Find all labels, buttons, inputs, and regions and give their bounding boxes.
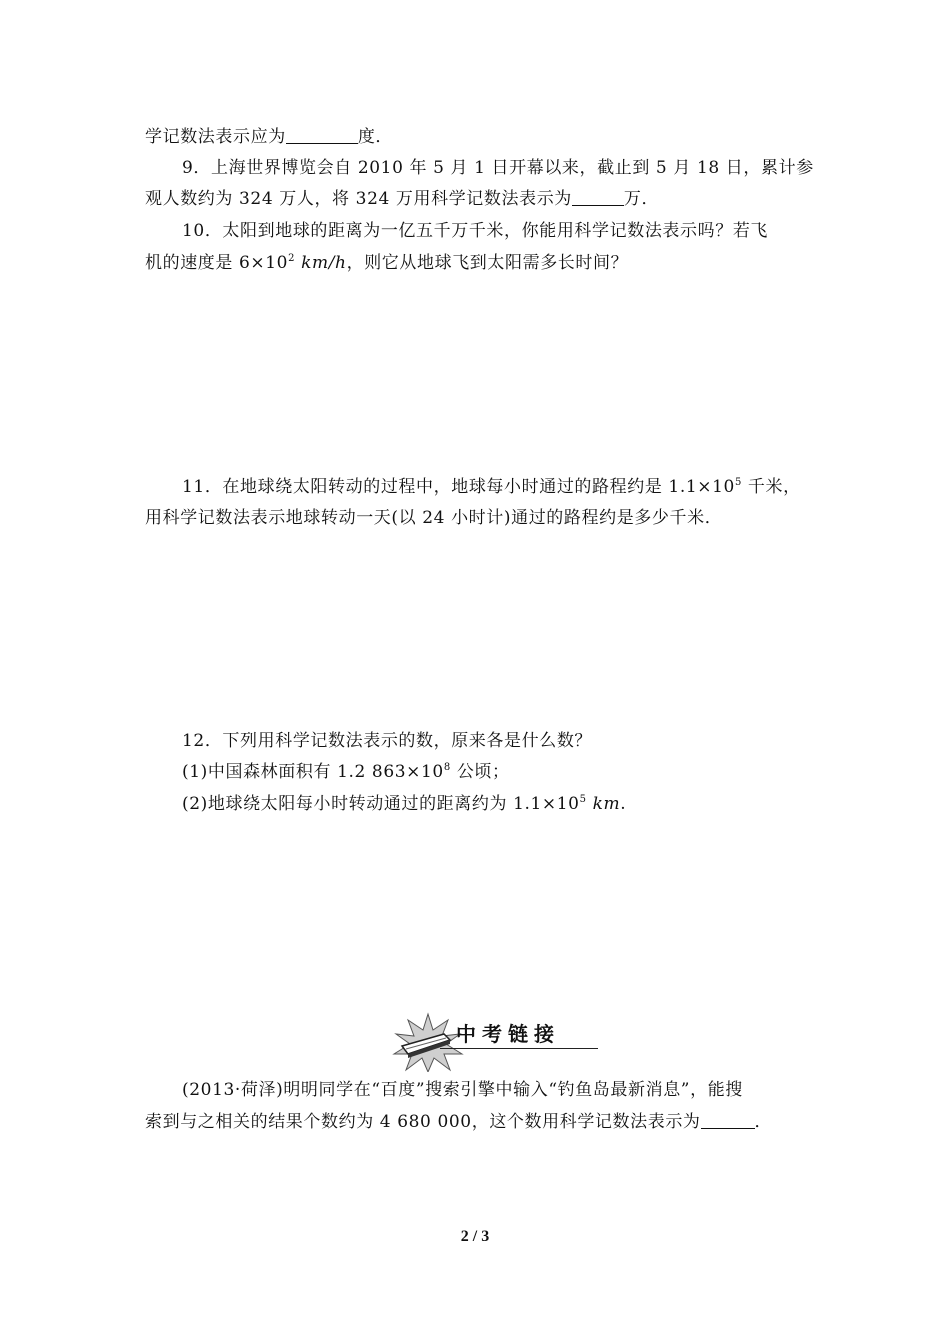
question-12-line-3	[182, 792, 626, 816]
question-12-line-1: 12．下列用科学记数法表示的数，原来各是什么数？	[182, 731, 593, 751]
text-segment: ．	[754, 1112, 773, 1132]
unit: km	[592, 794, 621, 814]
text-segment: (1)中国森林面积有 1.2 863×10	[182, 762, 444, 782]
unit: km/h	[301, 253, 347, 273]
exponent: 5	[734, 477, 742, 488]
text-line	[145, 125, 393, 149]
text-segment: 千米，	[741, 477, 801, 497]
zhongkao-question-line-2	[145, 1110, 772, 1134]
exponent: 5	[579, 794, 587, 805]
text-segment: 万．	[623, 189, 660, 209]
question-11-line-2: 用科学记数法表示地球转动一天(以 24 小时计)通过的路程约是多少千米．	[145, 508, 723, 528]
banner-title: 中考链接	[456, 1022, 560, 1046]
text-segment: 公顷；	[450, 762, 510, 782]
text-segment: 11．在地球绕太阳转动的过程中，地球每小时通过的路程约是 1.1×10	[182, 477, 735, 497]
answer-blank[interactable]	[701, 1111, 755, 1129]
text-segment: 度．	[357, 127, 394, 147]
text-segment: ，则它从地球飞到太阳需多长时间？	[346, 253, 629, 273]
text-segment: .	[620, 794, 627, 814]
question-10-line-1: 10．太阳到地球的距离为一亿五千万千米，你能用科学记数法表示吗？若飞	[182, 221, 769, 241]
section-banner	[388, 1012, 603, 1072]
text-segment: 观人数约为 324 万人，将 324 万用科学记数法表示为	[145, 189, 572, 209]
answer-blank[interactable]	[572, 188, 624, 206]
question-9-line-2	[145, 187, 659, 211]
banner-underline	[440, 1048, 598, 1049]
question-12-line-2	[182, 760, 510, 784]
zhongkao-question-line-1: (2013·荷泽)明明同学在“百度”搜索引擎中输入“钓鱼岛最新消息”，能搜	[182, 1080, 743, 1100]
question-9-line-1: 9．上海世界博览会自 2010 年 5 月 1 日开幕以来，截止到 5 月 18 日，累计参	[182, 158, 814, 178]
exponent: 2	[288, 253, 296, 264]
text-segment: 索到与之相关的结果个数约为 4 680 000，这个数用科学记数法表示为	[145, 1112, 701, 1132]
page-number: 2 / 3	[460, 1228, 490, 1245]
text-segment: 学记数法表示应为	[145, 127, 286, 147]
question-11-line-1	[182, 475, 801, 499]
text-segment: (2)地球绕太阳每小时转动通过的距离约为 1.1×10	[182, 794, 580, 814]
question-10-line-2	[145, 251, 628, 275]
text-segment: 机的速度是 6×10	[145, 253, 289, 273]
answer-blank[interactable]	[286, 126, 358, 144]
exponent: 8	[443, 762, 451, 773]
